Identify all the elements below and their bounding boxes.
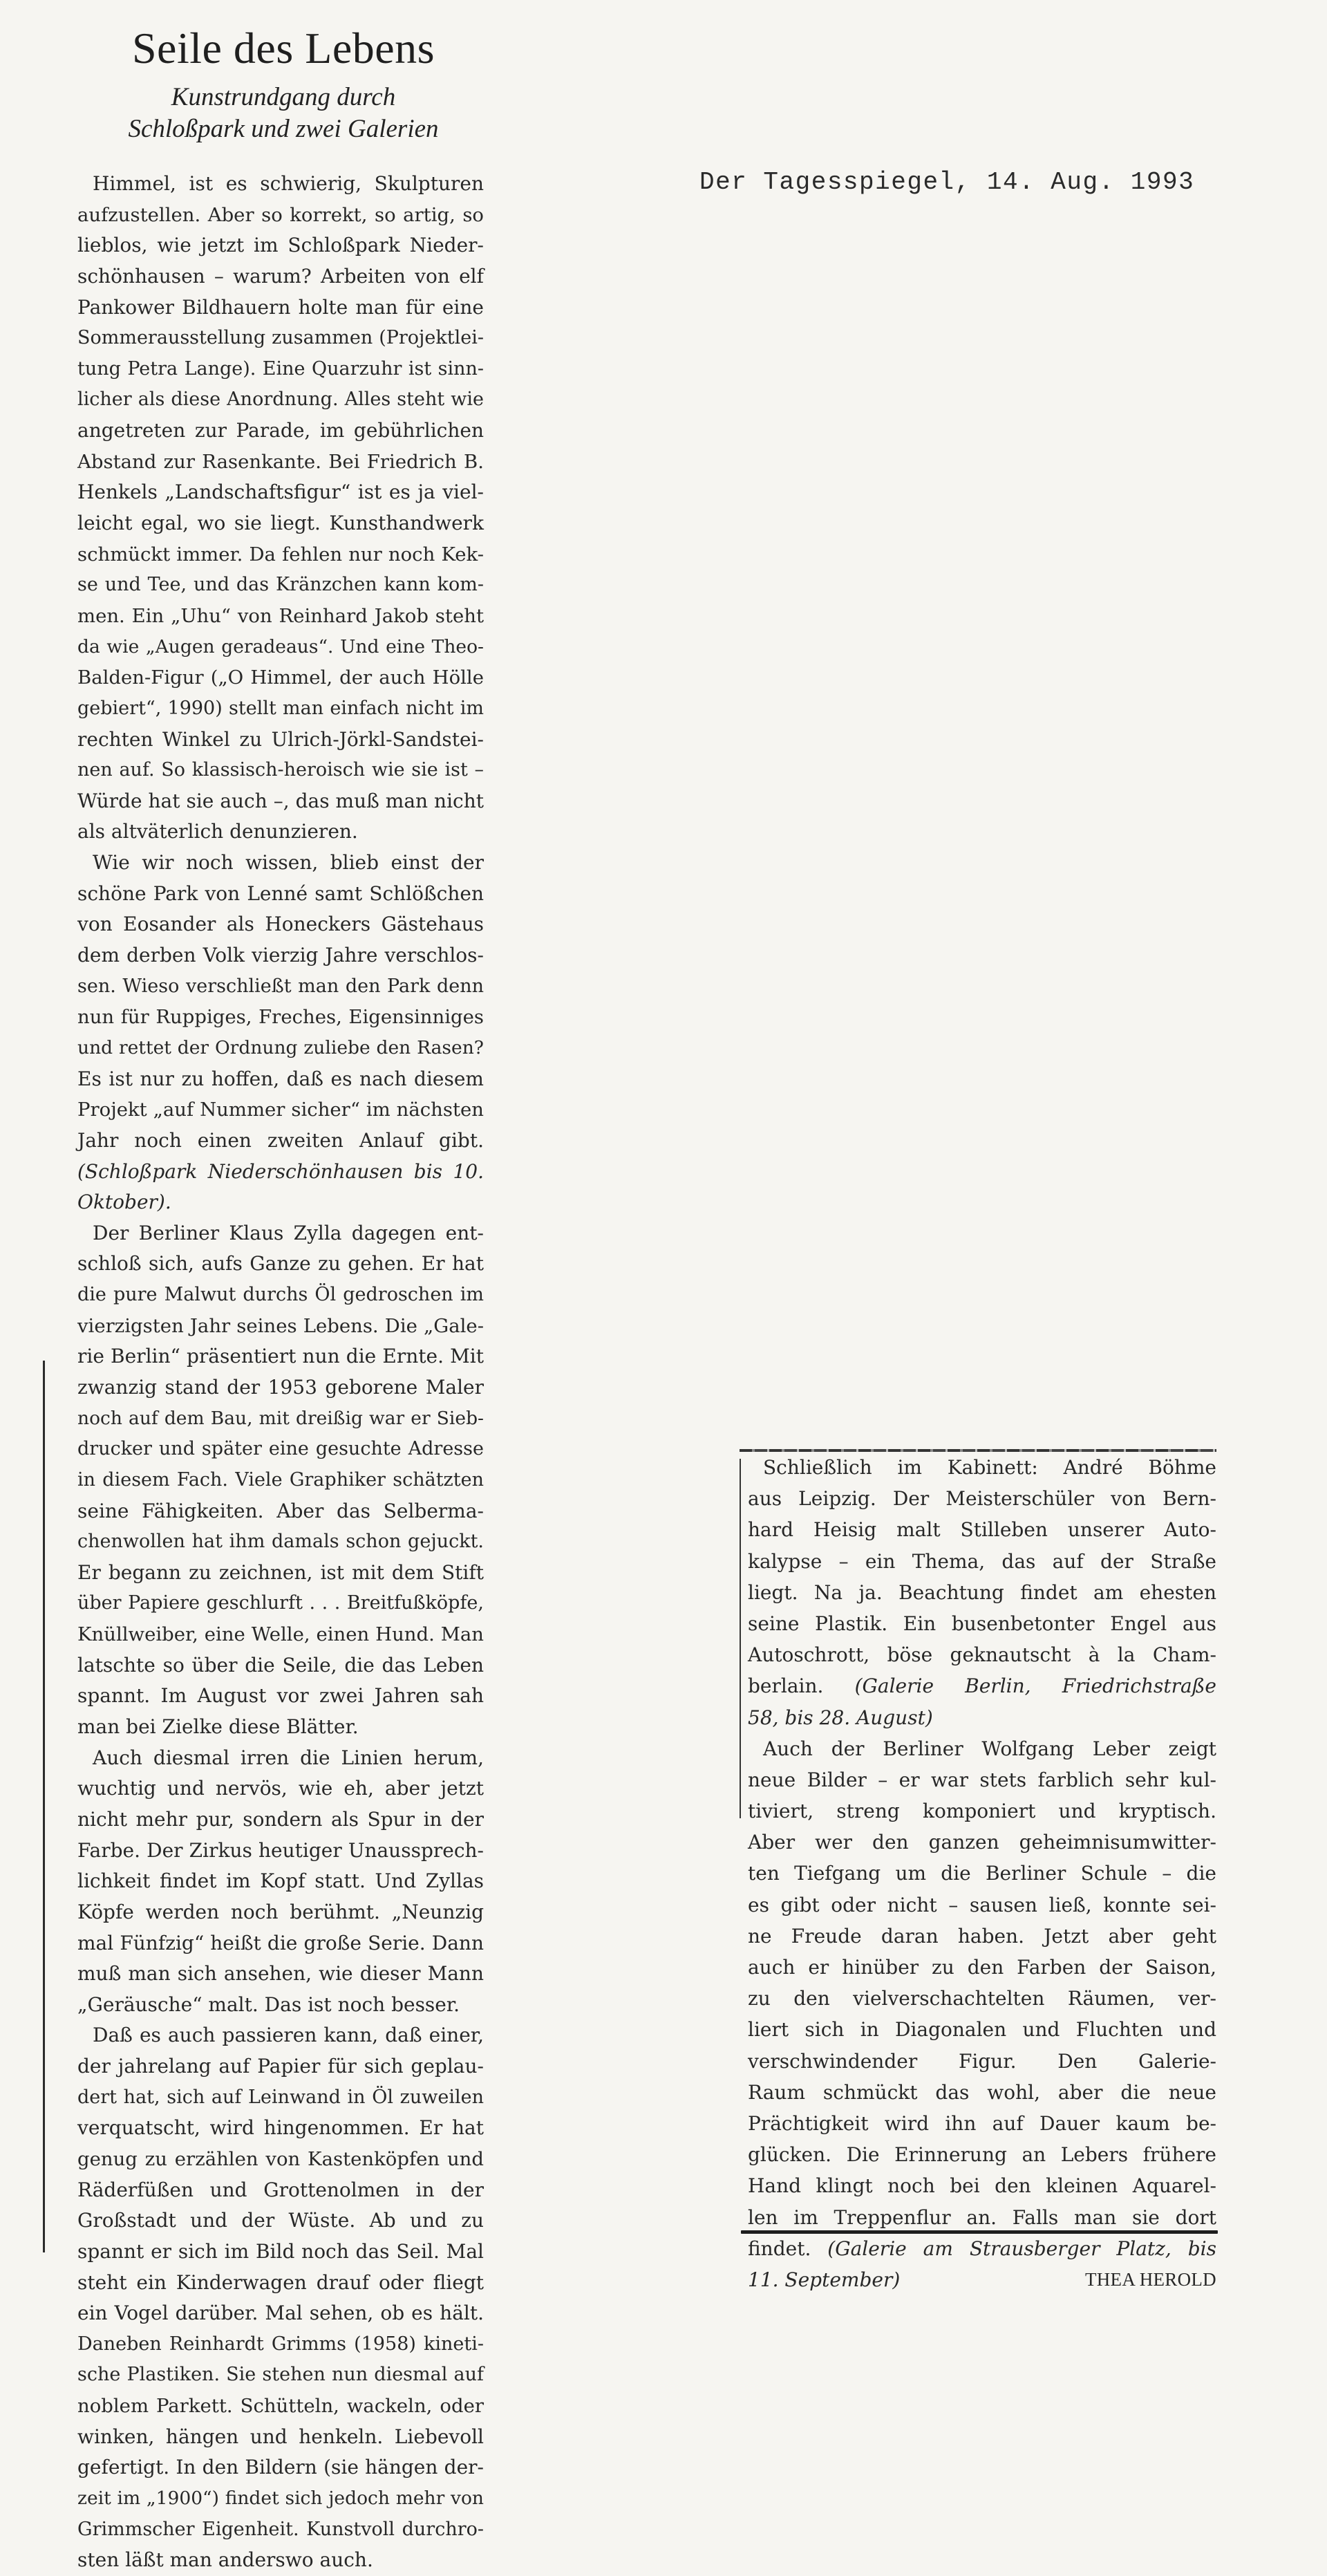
- line-text: Autoschrott, böse geknautscht à la Cham-: [748, 1643, 1216, 1667]
- text-line: [77, 1990, 484, 2021]
- line-text: Projekt „auf Nummer sicher“ im nächsten: [77, 1099, 484, 1121]
- line-text: 11. September): [748, 2268, 901, 2291]
- subtitle-line: Schloßpark und zwei Galerien: [128, 115, 439, 143]
- line-text: Räderfüßen und Grottenolmen in der: [77, 2178, 484, 2201]
- line-text: sche Plastiken. Sie stehen nun diesmal auf: [77, 2364, 484, 2386]
- article-title: Seile des Lebens: [131, 24, 435, 73]
- text-line: [748, 1889, 1216, 1921]
- text-line: [748, 1858, 1216, 1889]
- text-line: [77, 2205, 484, 2237]
- line-text: Schließlich im Kabinett: André Böhme: [763, 1456, 1216, 1479]
- line-text: noch auf dem Bau, mit dreißig war er Sieb-: [77, 1407, 484, 1429]
- text-line: [77, 1496, 484, 1527]
- line-text: die pure Malwut durchs Öl gedroschen im: [77, 1284, 484, 1306]
- text-line: [77, 1465, 484, 1496]
- line-text: licher als diese Anordnung. Alles steht wie: [77, 389, 484, 411]
- text-line: [77, 1033, 484, 1064]
- right-column-rule: [740, 1459, 741, 1818]
- line-text: Oktober).: [77, 1191, 171, 1214]
- text-line: [77, 1403, 484, 1435]
- line-text: se und Tee, und das Kränzchen kann kom-: [77, 574, 484, 596]
- line-text: schloß sich, aufs Ganze zu gehen. Er hat: [77, 1252, 484, 1276]
- text-line: [77, 1002, 484, 1033]
- text-line: [77, 1588, 484, 1619]
- line-text: Grimmscher Eigenheit. Kunstvoll durchro-: [77, 2518, 484, 2540]
- text-line: [77, 1836, 484, 1867]
- line-text: Würde hat sie auch –, das muß man nicht: [77, 789, 484, 812]
- text-line: [77, 1527, 484, 1558]
- text-line: [77, 323, 484, 354]
- text-line: [748, 2108, 1216, 2139]
- line-text: schöne Park von Lenné samt Schlößchen: [77, 881, 484, 905]
- line-text: Auch der Berliner Wolfgang Leber zeigt: [763, 1737, 1216, 1760]
- text-line: [748, 1546, 1216, 1577]
- text-line: [77, 601, 484, 632]
- line-text: zeit im „1900“) findet sich jedoch mehr von: [77, 2488, 484, 2510]
- text-line: [77, 261, 484, 292]
- text-line: [77, 1959, 484, 1990]
- line-text: Knüllweiber, eine Welle, einen Hund. Man: [77, 1623, 484, 1646]
- line-text: tiviert, streng komponiert und kryptisch.: [748, 1800, 1216, 1823]
- line-text: aufzustellen. Aber so korrekt, so artig, so: [77, 203, 484, 226]
- line-text: Raum schmückt das wohl, aber die neue: [748, 2080, 1216, 2104]
- text-line: [748, 1702, 1216, 1733]
- text-line: [77, 2268, 484, 2299]
- line-text: sen. Wieso verschließt man den Park denn: [77, 975, 484, 997]
- text-line: [77, 1712, 484, 1743]
- line-text: nicht mehr pur, sondern als Spur in der: [77, 1807, 484, 1831]
- line-text: vierzigsten Jahr seines Lebens. Die „Gale-: [77, 1314, 484, 1337]
- text-line: [748, 1983, 1216, 2014]
- text-line: [748, 2077, 1216, 2108]
- line-text: steht ein Kinderwagen drauf oder fliegt: [77, 2270, 484, 2294]
- line-text: liert sich in Diagonalen und Fluchten und: [748, 2018, 1216, 2042]
- line-text: leicht egal, wo sie liegt. Kunsthandwerk: [77, 512, 484, 535]
- text-line: [77, 1681, 484, 1712]
- line-text: (Schloßpark Niederschönhausen bis 10.: [77, 1159, 484, 1183]
- line-text: len im Treppenflur an. Falls man sie dort: [748, 2205, 1216, 2229]
- line-text: tung Petra Lange). Eine Quarzuhr ist sinn-: [77, 357, 484, 380]
- left-column-rule: [43, 1361, 45, 2252]
- text-line: [77, 1064, 484, 1095]
- text-line: [748, 1452, 1216, 1483]
- line-text: spannt er sich im Bild noch das Seil. Mal: [77, 2239, 484, 2263]
- text-line: [748, 2014, 1216, 2045]
- text-line: [77, 755, 484, 786]
- text-line: [77, 539, 484, 570]
- text-line: [77, 632, 484, 663]
- text-line: [77, 2237, 484, 2268]
- line-text: latschte so über die Seile, die das Leben: [77, 1653, 484, 1677]
- text-line: [77, 2051, 484, 2082]
- author-signature: THEA HEROLD: [1084, 2268, 1216, 2290]
- text-line: [77, 1619, 484, 1650]
- line-text: lichkeit findet im Kopf statt. Und Zyllas: [77, 1869, 484, 1893]
- line-text: rie Berlin“ präsentiert nun die Ernte. Mit: [77, 1345, 484, 1368]
- line-text: 58, bis 28. August): [748, 1706, 933, 1729]
- line-text: drucker und später eine gesuchte Adresse: [77, 1438, 484, 1460]
- line-text: Pankower Bildhauern holte man für eine: [77, 295, 484, 319]
- text-line: [748, 1670, 1216, 1701]
- text-line: [77, 725, 484, 756]
- line-text: neue Bilder – er war stets farblich sehr kul-: [748, 1768, 1216, 1791]
- line-text: Daneben Reinhardt Grimms (1958) kineti-: [77, 2333, 484, 2355]
- line-text: sten läßt man anderswo auch.: [77, 2548, 373, 2572]
- text-line: [77, 508, 484, 539]
- line-text: gefertigt. In den Bildern (sie hängen der-: [77, 2456, 484, 2479]
- line-text: berlain.: [748, 1674, 824, 1698]
- text-line: [748, 2046, 1216, 2077]
- text-line: [748, 1952, 1216, 1983]
- text-line: [77, 786, 484, 817]
- text-line: [77, 1928, 484, 1959]
- line-text: Jahr noch einen zweiten Anlauf gibt.: [77, 1128, 484, 1152]
- line-text: Wie wir noch wissen, blieb einst der: [93, 851, 484, 875]
- line-text: über Papiere geschlurft . . . Breitfußköpfe,: [77, 1592, 484, 1614]
- exhibition-info: (Galerie am Strausberger Platz, bis: [827, 2237, 1216, 2260]
- text-line: [77, 354, 484, 385]
- text-line: [77, 2113, 484, 2144]
- text-line: [748, 2170, 1216, 2201]
- text-line: [77, 1773, 484, 1804]
- line-text: Henkels „Landschaftsfigur“ ist es ja viel-: [77, 480, 484, 504]
- text-line: [77, 2514, 484, 2546]
- text-line: [77, 2175, 484, 2206]
- line-text: Sommerausstellung zusammen (Projektlei-: [77, 327, 484, 349]
- text-line: [77, 909, 484, 940]
- text-line: [77, 940, 484, 971]
- text-line: [77, 230, 484, 261]
- line-text: schönhausen – warum? Arbeiten von elf: [77, 264, 484, 288]
- line-text: liegt. Na ja. Beachtung findet am ehesten: [748, 1580, 1216, 1604]
- line-text: hard Heisig malt Stilleben unserer Auto-: [748, 1518, 1216, 1542]
- line-text: Farbe. Der Zirkus heutiger Unaussprech-: [77, 1838, 484, 1862]
- line-text: Abstand zur Rasenkante. Bei Friedrich B.: [77, 450, 484, 473]
- article-end-rule: [741, 2230, 1218, 2234]
- line-text: rechten Winkel zu Ulrich-Jörkl-Sandstei-: [77, 727, 484, 751]
- text-line: [77, 879, 484, 910]
- text-line: [748, 1608, 1216, 1639]
- text-line: [77, 662, 484, 693]
- text-line: [77, 200, 484, 231]
- text-line: [77, 1650, 484, 1681]
- line-text: men. Ein „Uhu“ von Reinhard Jakob steht: [77, 604, 484, 627]
- text-line: [77, 1743, 484, 1774]
- subtitle-line: Kunstrundgang durch: [171, 83, 396, 111]
- line-text: es gibt oder nicht – sausen ließ, konnte sei-: [748, 1893, 1216, 1916]
- text-line: [77, 1804, 484, 1836]
- text-line: [77, 1558, 484, 1589]
- text-line: [77, 2452, 484, 2483]
- text-line: [748, 1514, 1216, 1545]
- text-line: [748, 1795, 1216, 1827]
- line-text: kalypse – ein Thema, das auf der Straße: [748, 1549, 1216, 1573]
- right-column: [748, 1452, 1216, 2295]
- left-column: [77, 169, 484, 2576]
- text-line: [748, 1921, 1216, 1952]
- line-text: dert hat, sich auf Leinwand in Öl zuweilen: [77, 2086, 484, 2108]
- text-line: [77, 292, 484, 324]
- line-text: winken, hängen und henkeln. Liebevoll: [77, 2425, 484, 2448]
- text-line: [77, 2329, 484, 2360]
- text-line: [77, 1249, 484, 1280]
- text-line: [77, 2144, 484, 2175]
- text-line: [748, 2233, 1216, 2264]
- text-line: [77, 1897, 484, 1928]
- text-line: [748, 2264, 1216, 2295]
- text-line: [748, 2139, 1216, 2170]
- line-text: zu den vielverschachtelten Räumen, ver-: [748, 1987, 1216, 2010]
- line-text: lieblos, wie jetzt im Schloßpark Nieder-: [77, 234, 484, 257]
- line-text: der jahrelang auf Papier für sich geplau-: [77, 2055, 484, 2078]
- line-text: Daß es auch passieren kann, daß einer,: [93, 2024, 484, 2047]
- line-text: da wie „Augen geradeaus“. Und eine Theo-: [77, 635, 484, 657]
- line-text: Köpfe werden noch berühmt. „Neunzig: [77, 1900, 484, 1923]
- line-text: schmückt immer. Da fehlen nur noch Kek-: [77, 543, 484, 566]
- line-text: Hand klingt noch bei den kleinen Aquarel-: [748, 2174, 1216, 2198]
- line-text: Auch diesmal irren die Linien herum,: [93, 1746, 484, 1769]
- line-text: dem derben Volk vierzig Jahre verschlos-: [77, 944, 484, 967]
- text-line: [77, 1126, 484, 1157]
- line-text: Himmel, ist es schwierig, Skulpturen: [93, 172, 484, 195]
- line-text: nen auf. So klassisch-heroisch wie sie ist –: [77, 759, 484, 781]
- text-line: [77, 1372, 484, 1403]
- text-line: [748, 1483, 1216, 1514]
- line-text: verquatscht, wird hingenommen. Er hat: [77, 2116, 484, 2140]
- text-line: [77, 693, 484, 725]
- line-text: „Geräusche“ malt. Das ist noch besser.: [77, 1992, 460, 2016]
- line-text: muß man sich ansehen, wie dieser Mann: [77, 1962, 484, 1986]
- text-line: [77, 2298, 484, 2329]
- text-line: [77, 2422, 484, 2453]
- text-line: [77, 477, 484, 508]
- line-text: Der Berliner Klaus Zylla dagegen ent-: [93, 1221, 484, 1244]
- text-line: [77, 2360, 484, 2391]
- line-text: seine Plastik. Ein busenbetonter Engel aus: [748, 1612, 1216, 1635]
- line-text: nun für Ruppiges, Freches, Eigensinniges: [77, 1006, 484, 1029]
- article-subtitle: [69, 82, 498, 145]
- line-text: angetreten zur Parade, im gebührlichen: [77, 419, 484, 442]
- text-line: [77, 2545, 484, 2576]
- line-text: Prächtigkeit wird ihn auf Dauer kaum be-: [748, 2111, 1216, 2135]
- line-text: ten Tiefgang um die Berliner Schule – die: [748, 1862, 1216, 1885]
- line-text: aus Leipzig. Der Meisterschüler von Bern-: [748, 1487, 1216, 1511]
- text-line: [748, 1764, 1216, 1795]
- text-line: [77, 1187, 484, 1218]
- line-text: und rettet der Ordnung zuliebe den Rasen?: [77, 1036, 484, 1058]
- text-line: [77, 447, 484, 478]
- text-line: [77, 169, 484, 200]
- line-text: noblem Parkett. Schütteln, wackeln, oder: [77, 2395, 484, 2418]
- text-line: [77, 2082, 484, 2113]
- line-text: ein Vogel darüber. Mal sehen, ob es hält.: [77, 2302, 484, 2325]
- line-text: von Eosander als Honeckers Gästehaus: [77, 913, 484, 936]
- text-line: [77, 416, 484, 447]
- line-text: genug zu erzählen von Kastenköpfen und: [77, 2148, 484, 2170]
- text-line: [77, 1157, 484, 1188]
- text-line: [77, 1866, 484, 1897]
- line-text: Aber wer den ganzen geheimnisumwitter-: [748, 1831, 1216, 1854]
- line-text: Großstadt und der Wüste. Ab und zu: [77, 2209, 484, 2232]
- text-line: [748, 1639, 1216, 1670]
- text-line: [77, 1218, 484, 1249]
- line-text: Er begann zu zeichnen, ist mit dem Stift: [77, 1560, 484, 1584]
- text-line: [77, 384, 484, 416]
- text-line: [748, 1733, 1216, 1764]
- text-line: [77, 1311, 484, 1342]
- line-text: Balden-Figur („O Himmel, der auch Hölle: [77, 666, 484, 689]
- line-text: gebiert“, 1990) stellt man einfach nicht im: [77, 697, 484, 719]
- line-text: glücken. Die Erinnerung an Lebers frühere: [748, 2143, 1216, 2167]
- line-text: man bei Zielke diese Blätter.: [77, 1715, 359, 1739]
- line-text: mal Fünfzig“ heißt die große Serie. Dann: [77, 1931, 484, 1954]
- line-text: zwanzig stand der 1953 geborene Maler: [77, 1375, 484, 1399]
- line-text: chenwollen hat ihm damals schon gejuckt.: [77, 1531, 484, 1553]
- line-text: findet.: [748, 2237, 811, 2260]
- source-stamp: Der Tagesspiegel, 14. Aug. 1993: [699, 168, 1195, 196]
- line-text: in diesem Fach. Viele Graphiker schätzten: [77, 1468, 484, 1491]
- line-text: verschwindender Figur. Den Galerie-: [748, 2049, 1216, 2073]
- text-line: [77, 2020, 484, 2051]
- line-text: ne Freude daran haben. Jetzt aber geht: [748, 1924, 1216, 1948]
- text-line: [748, 1577, 1216, 1608]
- text-line: [748, 1827, 1216, 1858]
- text-line: [77, 570, 484, 601]
- text-line: [77, 848, 484, 879]
- text-line: [77, 816, 484, 848]
- text-line: [77, 2391, 484, 2422]
- text-line: [77, 1280, 484, 1311]
- text-line: [77, 2483, 484, 2514]
- text-line: [77, 1094, 484, 1126]
- line-text: spannt. Im August vor zwei Jahren sah: [77, 1684, 484, 1708]
- line-text: seine Fähigkeiten. Aber das Selberma-: [77, 1499, 484, 1522]
- text-line: [77, 1434, 484, 1465]
- text-line: [77, 1341, 484, 1372]
- text-line: [748, 2202, 1216, 2233]
- line-text: als altväterlich denunzieren.: [77, 820, 358, 843]
- line-text: Es ist nur zu hoffen, daß es nach diesem: [77, 1067, 484, 1090]
- line-text: wuchtig und nervös, wie eh, aber jetzt: [77, 1777, 484, 1800]
- exhibition-info: (Galerie Berlin, Friedrichstraße: [854, 1674, 1216, 1698]
- text-line: [77, 971, 484, 1002]
- line-text: auch er hinüber zu den Farben der Saison,: [748, 1956, 1216, 1979]
